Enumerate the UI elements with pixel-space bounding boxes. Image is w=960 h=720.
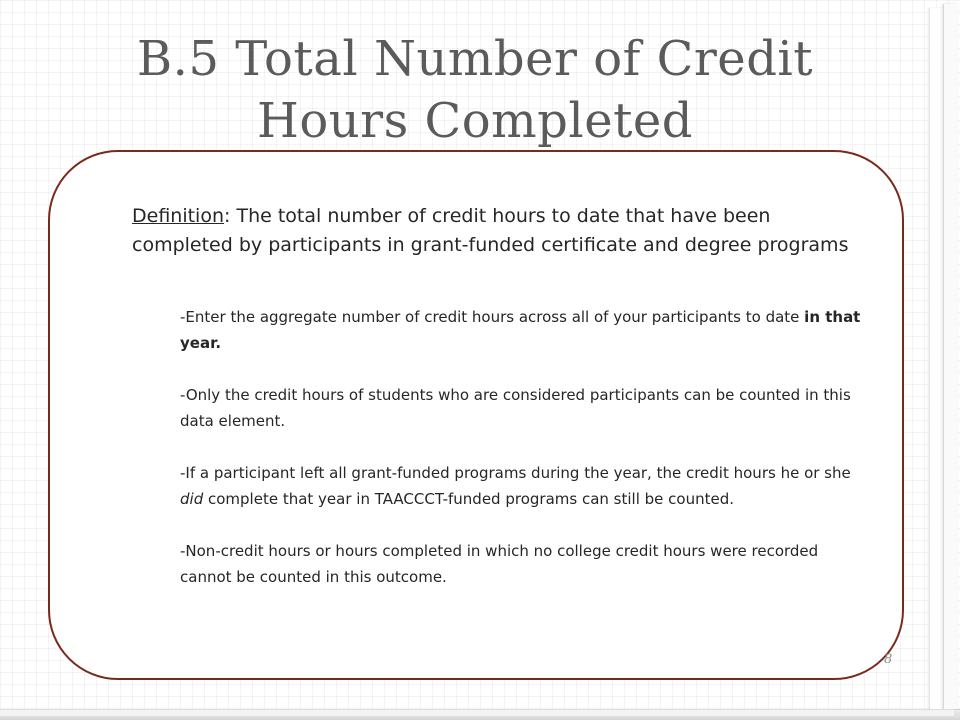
slide-title-line-2: Hours Completed — [256, 93, 694, 149]
definition-text: : The total number of credit hours to date that have been completed by participants in grant-funded certificate and degree programs — [132, 205, 849, 256]
bullet-text: -Only the credit hours of students who are considered participants can be counted in this data element. — [180, 386, 851, 430]
bullet-aggregate-credit-hours — [180, 304, 870, 356]
bullet-text: -Non-credit hours or hours completed in which no college credit hours were recorded cannot be counted in this outcome. — [180, 542, 819, 586]
bullet-emphasis: in that year. — [180, 308, 861, 352]
definition-label: Definition — [132, 205, 225, 227]
bullet-participants-only — [180, 382, 870, 434]
slide-title-line-1: B.5 Total Number of Credit — [136, 31, 814, 87]
slide-title — [60, 28, 890, 152]
paper-edge-bottom-inner — [0, 709, 954, 716]
definition-paragraph — [132, 202, 852, 260]
page-number: 8 — [884, 652, 893, 667]
bullet-text: -If a participant left all grant-funded programs during the year, the credit hours he or she — [180, 464, 851, 482]
bullet-text-end: complete that year in TAACCCT-funded programs can still be counted. — [203, 490, 734, 508]
bullet-participant-left — [180, 460, 870, 512]
bullet-list — [180, 304, 870, 590]
paper-edge-right-outer — [943, 4, 958, 720]
bullet-emphasis: did — [180, 490, 204, 508]
bullet-text: -Enter the aggregate number of credit hours across all of your participants to date — [180, 308, 805, 326]
bullet-non-credit-hours — [180, 538, 870, 590]
content-box — [48, 150, 904, 680]
